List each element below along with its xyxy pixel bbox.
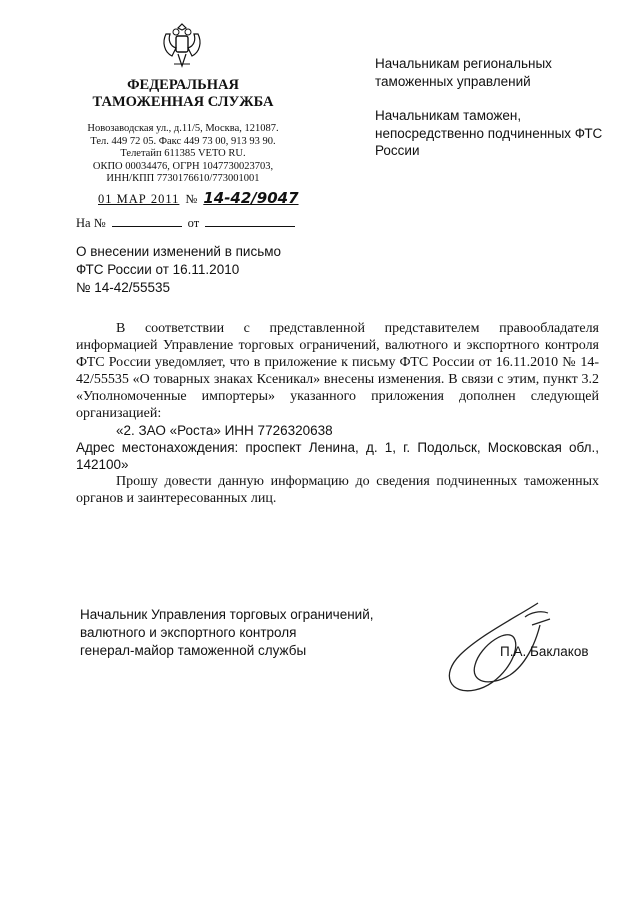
- document-number: 14-42/9047: [203, 189, 299, 207]
- ref-number-label: На №: [76, 216, 106, 230]
- coat-of-arms-icon: [158, 20, 206, 72]
- body-paragraph-1: В соответствии с представленной представителем правообладателя информацией Управление торговых ограничений, валютного и экспортного контроля ФТС России уведомляет, что в приложение к письму ФТС России от 16.11.2010 № 14-42/55535 «О товарных знаках Ксеникал» внесены изменения. В связи с этим, пункт 3.2 «Уполномоченные импортеры» указанного приложения дополнен следующей организацией:: [76, 321, 599, 421]
- org-inn-kpp: ИНН/КПП 7730176610/773001001: [106, 173, 260, 184]
- recipient-2: Начальникам таможен, непосредственно подчиненных ФТС России: [375, 108, 603, 158]
- signature-line1: Начальник Управления торговых ограничений,: [80, 607, 374, 622]
- letter-body: [76, 320, 599, 507]
- subject-block: [76, 243, 316, 297]
- ref-from-label: от: [187, 216, 200, 230]
- signature-block: [80, 606, 400, 660]
- subject-line1: О внесении изменений в письмо: [76, 244, 282, 259]
- org-phone-fax: Тел. 449 72 05. Факс 449 73 00, 913 93 90.: [90, 135, 276, 147]
- recipient-1: Начальникам региональных таможенных управлений: [375, 56, 552, 89]
- reference-line: [76, 214, 295, 231]
- document-date: 01 МАР 2011: [98, 192, 180, 206]
- org-name-line2: ТАМОЖЕННАЯ СЛУЖБА: [92, 94, 274, 110]
- org-name-line1: ФЕДЕРАЛЬНАЯ: [127, 77, 239, 93]
- ref-date-blank: [205, 214, 295, 227]
- body-paragraph-2: Прошу довести данную информацию до сведения подчиненных таможенных органов и заинтересованных лиц.: [76, 474, 599, 506]
- body-address-line: Адрес местонахождения: проспект Ленина, д. 1, г. Подольск, Московская обл., 142100»: [76, 440, 599, 472]
- subject-line3: № 14-42/55535: [76, 280, 171, 295]
- org-address: Новозаводская ул., д.11/5, Москва, 121087.: [87, 123, 279, 134]
- subject-line2: ФТС России от 16.11.2010: [76, 262, 240, 277]
- signature-line3: генерал-майор таможенной службы: [80, 643, 307, 658]
- org-details: [70, 123, 296, 186]
- signer-name: П.А. Баклаков: [500, 644, 589, 659]
- org-title: [70, 77, 296, 111]
- signature-line2: валютного и экспортного контроля: [80, 625, 297, 640]
- date-number-line: [98, 189, 299, 207]
- org-okpo-ogrn: ОКПО 00034476, ОГРН 1047730023703,: [92, 160, 274, 172]
- recipients-block: [375, 55, 615, 177]
- ref-number-blank: [112, 214, 182, 227]
- org-teletype: Телетайп 611385 VETO RU.: [120, 148, 246, 159]
- number-label: №: [185, 192, 198, 206]
- body-item-line: «2. ЗАО «Роста» ИНН 7726320638: [116, 423, 333, 438]
